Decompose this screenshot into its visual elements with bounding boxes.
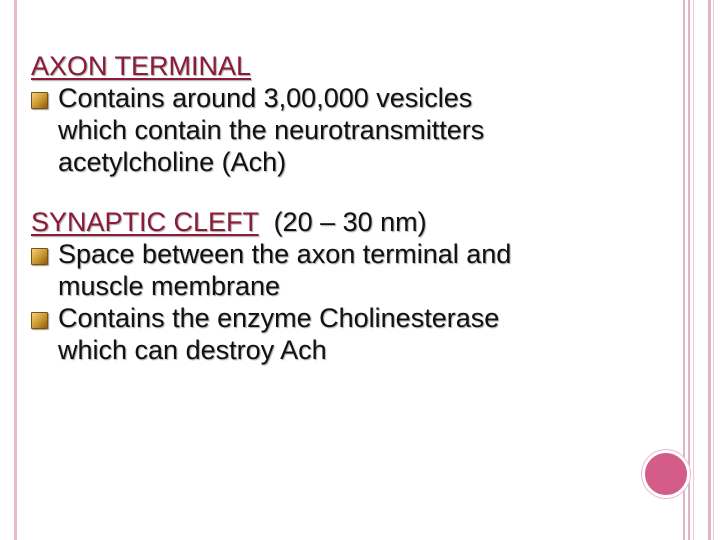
heading-measurement: (20 – 30 nm) <box>258 207 427 237</box>
bullet-text-line: acetylcholine (Ach) <box>58 147 287 177</box>
axon-terminal-heading <box>31 50 671 82</box>
pink-circle-icon <box>642 450 690 498</box>
slide-content <box>31 50 671 366</box>
right-border-line <box>688 0 690 540</box>
list-item <box>31 238 671 302</box>
right-border-line <box>708 0 711 540</box>
heading-text: AXON TERMINAL <box>31 51 252 81</box>
synaptic-cleft-heading <box>31 206 671 238</box>
right-border-line <box>713 0 714 540</box>
bullet-text-line: Contains around 3,00,000 vesicles <box>58 83 473 113</box>
bullet-text-line: Space between the axon terminal and <box>58 239 512 269</box>
bullet-text-line: which can destroy Ach <box>58 335 327 365</box>
list-item <box>31 82 671 178</box>
gold-square-bullet-icon <box>31 248 48 265</box>
bullet-text-line: Contains the enzyme Cholinesterase <box>58 303 500 333</box>
bullet-text-line: which contain the neurotransmitters <box>58 115 485 145</box>
gold-square-bullet-icon <box>31 92 48 109</box>
right-border-line <box>693 0 694 540</box>
left-border-line <box>14 0 17 540</box>
bullet-text-line: muscle membrane <box>58 271 281 301</box>
section-spacer <box>31 178 671 206</box>
heading-text: SYNAPTIC CLEFT <box>31 207 259 237</box>
gold-square-bullet-icon <box>31 312 48 329</box>
list-item <box>31 302 671 366</box>
